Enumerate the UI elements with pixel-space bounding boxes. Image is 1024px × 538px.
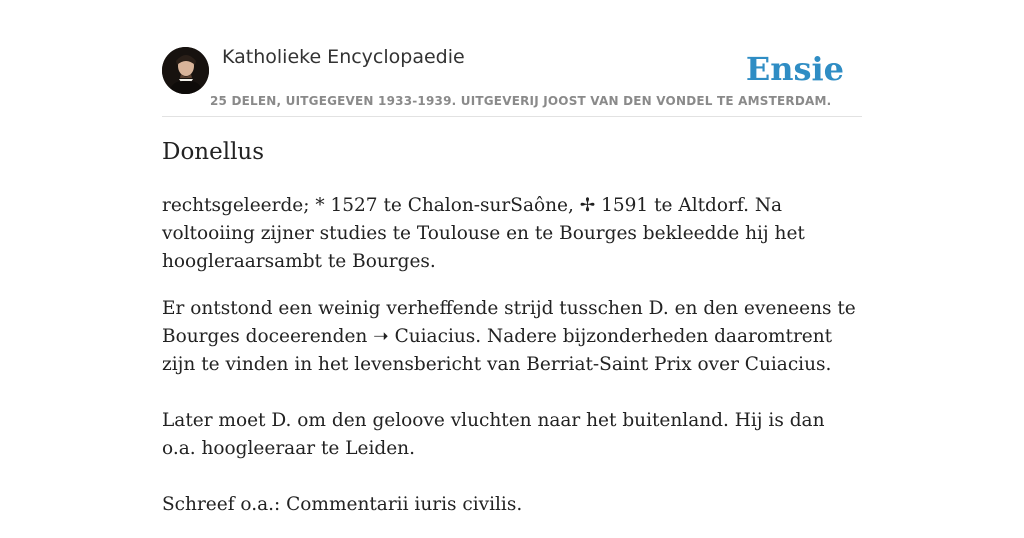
source-description: 25 DELEN, UITGEGEVEN 1933-1939. UITGEVERIJ JOOST VAN DEN VONDEL TE AMSTERDAM. bbox=[210, 94, 832, 108]
article-paragraph: Later moet D. om den geloove vluchten naar het buitenland. Hij is dan o.a. hoogleeraar te Leiden. bbox=[162, 410, 825, 459]
brand-logo[interactable]: Ensie bbox=[745, 50, 844, 88]
article-paragraph: Er ontstond een weinig verheffende strijd tusschen D. en den eveneens te Bourges doceerenden ➝ Cuiacius. Nadere bijzonderheden daaromtrent zijn te vinden in het levensbericht van Berriat-Saint Prix over Cuiacius. bbox=[162, 298, 856, 375]
article-paragraph: Schreef o.a.: Commentarii iuris civilis. bbox=[162, 494, 523, 515]
source-title[interactable]: Katholieke Encyclopaedie bbox=[222, 46, 465, 68]
article-title: Donellus bbox=[162, 139, 265, 165]
article-paragraph: rechtsgeleerde; * 1527 te Chalon-surSaône, ✢ 1591 te Altdorf. Na voltooiing zijner studies te Toulouse en te Bourges bekleedde hij het hoogleraarsambt te Bourges. bbox=[162, 195, 805, 272]
portrait-avatar-icon bbox=[162, 47, 209, 94]
article-body bbox=[162, 192, 862, 538]
source-avatar[interactable] bbox=[162, 47, 209, 94]
source-header bbox=[162, 44, 862, 117]
